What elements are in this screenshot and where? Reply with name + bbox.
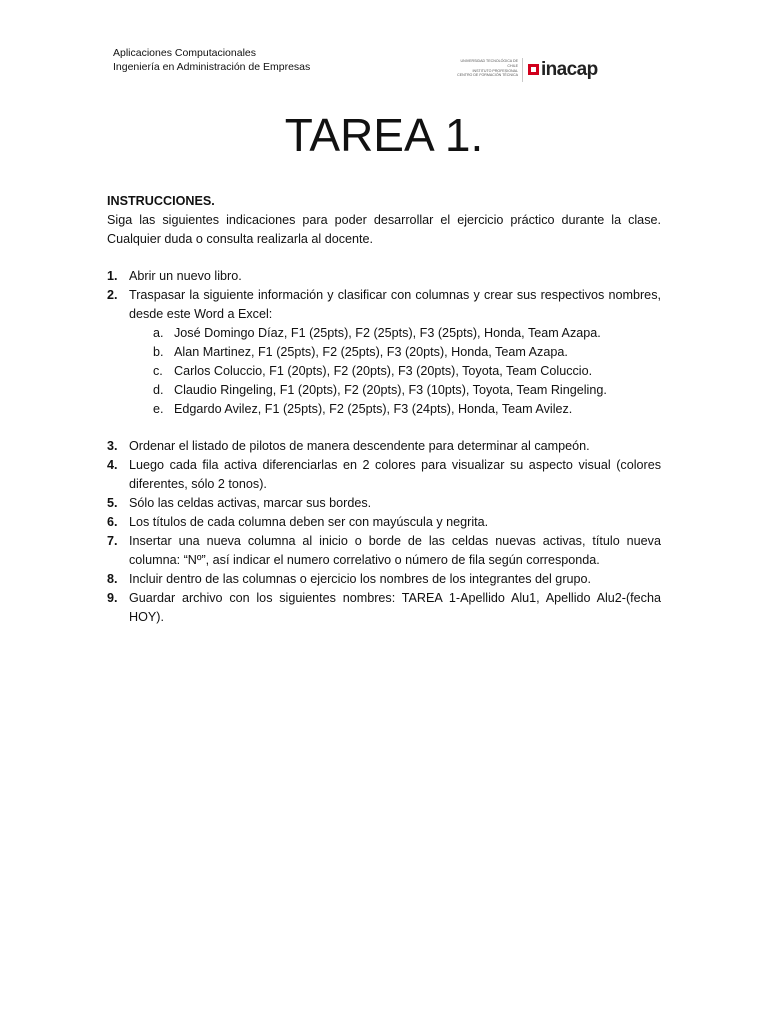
instructions-heading: INSTRUCCIONES. xyxy=(107,194,215,208)
step-text: Los títulos de cada columna deben ser con mayúscula y negrita. xyxy=(129,515,489,529)
logo-subtext: UNIVERSIDAD TECNOLÓGICA DE CHILE INSTITUTO PROFESIONAL CENTRO DE FORMACIÓN TÉCNICA xyxy=(457,59,518,78)
driver-text: Carlos Coluccio, F1 (20pts), F2 (20pts), F3 (20pts), Toyota, Team Coluccio. xyxy=(174,364,593,378)
document-body xyxy=(107,192,661,627)
driver-text: Alan Martinez, F1 (25pts), F2 (25pts), F3 (20pts), Honda, Team Azapa. xyxy=(174,345,568,359)
step-text: Incluir dentro de las columnas o ejercicio los nombres de los integrantes del grupo. xyxy=(129,572,592,586)
list-item xyxy=(107,437,661,456)
list-item xyxy=(107,286,661,419)
list-item xyxy=(107,456,661,494)
step-text: Luego cada fila activa diferenciarlas en 2 colores para visualizar su aspecto visual (colores diferentes, sólo 2 tonos). xyxy=(129,458,661,491)
steps-list xyxy=(107,267,661,627)
logo-wordmark: inacap xyxy=(541,59,598,80)
driver-letter: b. xyxy=(153,345,164,359)
list-item xyxy=(107,532,661,570)
step-text: Sólo las celdas activas, marcar sus bordes. xyxy=(129,496,372,510)
course-name: Aplicaciones Computacionales xyxy=(113,47,256,59)
driver-letter: e. xyxy=(153,402,164,416)
step-number: 8. xyxy=(107,572,118,586)
list-item xyxy=(107,267,661,286)
driver-letter: a. xyxy=(153,326,164,340)
program-name: Ingeniería en Administración de Empresas xyxy=(113,61,311,73)
driver-letter: d. xyxy=(153,383,164,397)
page-title: TAREA 1. xyxy=(284,109,484,161)
step-number: 6. xyxy=(107,515,118,529)
driver-item xyxy=(129,362,661,381)
step-number: 9. xyxy=(107,591,118,605)
driver-item xyxy=(129,400,661,419)
step-text: Guardar archivo con los siguientes nombres: TAREA 1-Apellido Alu1, Apellido Alu2-(fecha HOY). xyxy=(129,591,661,624)
logo-divider xyxy=(522,58,523,82)
step-number: 7. xyxy=(107,534,118,548)
drivers-list xyxy=(129,324,661,419)
step-number: 4. xyxy=(107,458,118,472)
step-text: Abrir un nuevo libro. xyxy=(129,269,242,283)
step-text: Traspasar la siguiente información y clasificar con columnas y crear sus respectivos nombres, desde este Word a Excel: xyxy=(129,288,661,321)
list-item xyxy=(107,494,661,513)
driver-text: Edgardo Avilez, F1 (25pts), F2 (25pts), F3 (24pts), Honda, Team Avilez. xyxy=(174,402,573,416)
driver-item xyxy=(129,381,661,400)
logo-square-icon xyxy=(528,64,539,75)
instructions-intro: Siga las siguientes indicaciones para poder desarrollar el ejercicio práctico durante la clase. Cualquier duda o consulta realizarla al docente. xyxy=(107,213,661,246)
list-item xyxy=(107,589,661,627)
step-number: 1. xyxy=(107,269,118,283)
driver-text: Claudio Ringeling, F1 (20pts), F2 (20pts), F3 (10pts), Toyota, Team Ringeling. xyxy=(174,383,607,397)
driver-text: José Domingo Díaz, F1 (25pts), F2 (25pts), F3 (25pts), Honda, Team Azapa. xyxy=(174,326,601,340)
driver-letter: c. xyxy=(153,364,163,378)
document-header xyxy=(113,46,310,74)
step-number: 2. xyxy=(107,288,118,302)
step-number: 5. xyxy=(107,496,118,510)
list-item xyxy=(107,513,661,532)
step-text: Ordenar el listado de pilotos de manera descendente para determinar al campeón. xyxy=(129,439,590,453)
inacap-logo xyxy=(452,56,602,86)
step-text: Insertar una nueva columna al inicio o borde de las celdas nuevas activas, título nueva columna: “Nº”, así indicar el numero correlativo o número de fila según corresponda. xyxy=(129,534,661,567)
step-number: 3. xyxy=(107,439,118,453)
driver-item xyxy=(129,324,661,343)
driver-item xyxy=(129,343,661,362)
list-item xyxy=(107,570,661,589)
